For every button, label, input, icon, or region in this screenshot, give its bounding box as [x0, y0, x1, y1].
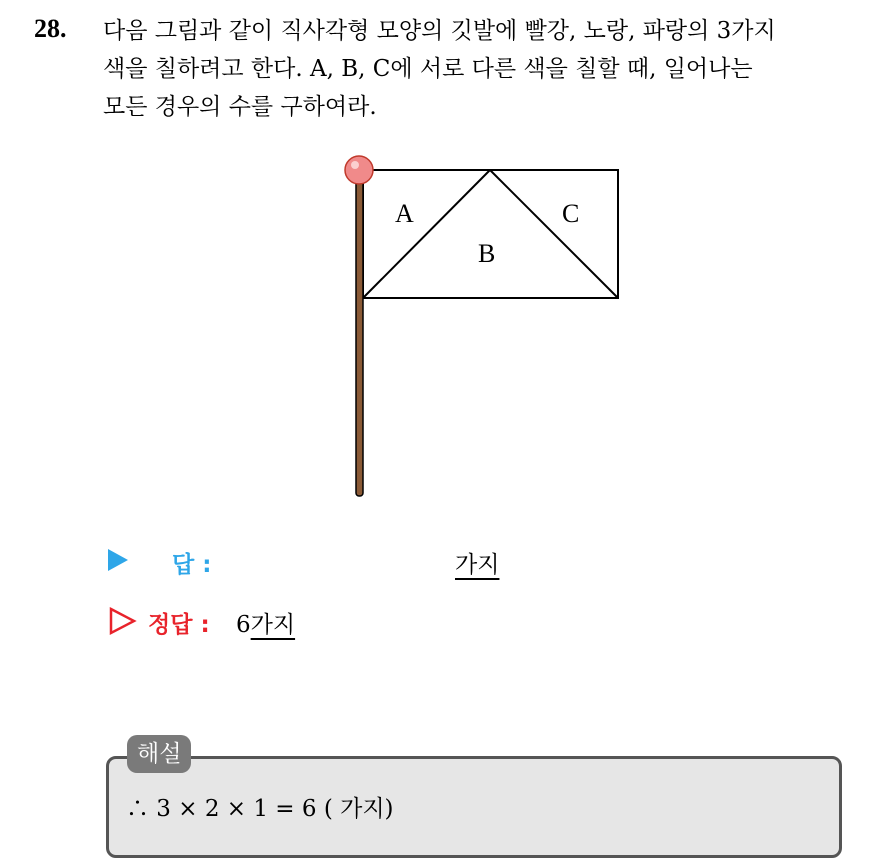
region-a-label: A	[395, 199, 414, 228]
question-line: 모든 경우의 수를 구하여라.	[103, 94, 377, 120]
correct-value	[236, 606, 295, 639]
flag-pole	[356, 180, 363, 496]
question-line: 색을 칠하려고 한다. A, B, C에 서로 다른 색을 칠할 때, 일어나는	[103, 56, 753, 82]
answer-unit: 가지	[455, 552, 500, 578]
solution-tag: 해설	[127, 735, 191, 773]
pole-top-ball-highlight	[351, 161, 359, 169]
question-number: 28.	[34, 14, 67, 43]
question-line: 다음 그림과 같이 직사각형 모양의 깃발에 빨강, 노랑, 파랑의 3가지	[103, 18, 776, 44]
flag-rectangle	[363, 170, 618, 298]
correct-unit: 가지	[250, 612, 296, 638]
region-b-label: B	[478, 239, 496, 268]
answer-label: 답 :	[172, 552, 212, 578]
question-text	[103, 12, 873, 126]
correct-number: 6	[236, 612, 251, 638]
solution-text: ∴ 3 × 2 × 1 = 6 ( 가지)	[126, 796, 394, 822]
pole-top-ball	[345, 156, 373, 184]
answer-row	[108, 540, 128, 580]
flag-figure	[330, 150, 630, 500]
region-c-label: C	[562, 199, 580, 228]
outline-play-icon	[108, 606, 138, 636]
play-icon	[108, 549, 128, 571]
correct-label: 정답 :	[148, 612, 210, 638]
